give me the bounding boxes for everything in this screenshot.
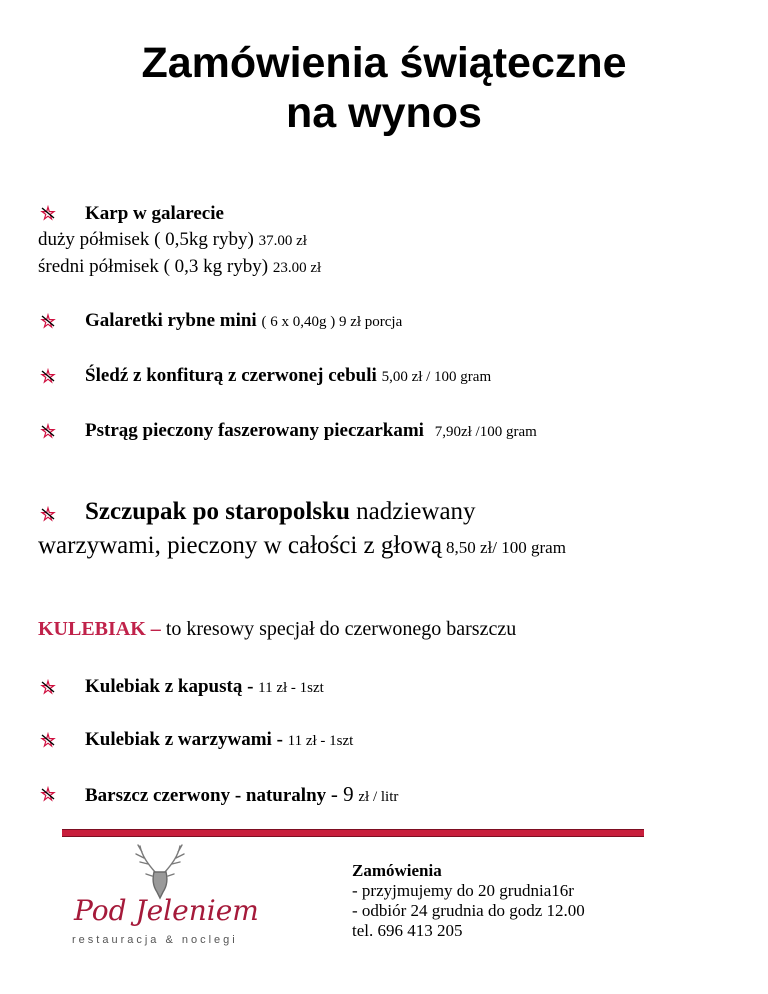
item-karp-large [38,229,307,251]
szczupak-desc1: nadziewany [356,498,476,525]
szczupak-desc2: warzywami, pieczony w całości z głową [38,532,443,559]
title-line-1: Zamówienia świąteczne [141,39,627,87]
kapusta-price: 11 zł - 1szt [258,680,324,696]
warzywa-price: 11 zł - 1szt [287,733,354,749]
item-karp-name: Karp w galarecie [85,203,224,224]
star-bullet-icon [40,506,56,522]
warzywa-name: Kulebiak z warzywami - [85,729,283,750]
barszcz-unit: zł / litr [358,789,399,805]
star-bullet-icon [40,732,56,748]
contact-line-2: - odbiór 24 grudnia do godz 12.00 [352,901,585,920]
item-kulebiak-kapusta [85,676,324,698]
karp-medium-label: średni półmisek ( 0,3 kg ryby) [38,256,269,277]
item-karp-medium [38,256,321,278]
item-sledz [85,365,491,387]
sledz-name: Śledź z konfiturą z czerwonej cebuli [85,365,377,386]
contact-block [352,861,585,941]
karp-large-label: duży półmisek ( 0,5kg ryby) [38,229,254,250]
star-bullet-icon [40,205,56,221]
star-bullet-icon [40,423,56,439]
item-galaretki [85,310,402,332]
galaretki-detail: ( 6 x 0,40g ) 9 zł porcja [261,314,403,330]
sledz-price: 5,00 zł / 100 gram [381,369,492,385]
szczupak-name: Szczupak po staropolsku [85,498,350,525]
logo-tagline: restauracja & noclegi [72,934,238,946]
karp-medium-price: 23.00 zł [272,260,322,276]
galaretki-name: Galaretki rybne mini [85,310,257,331]
contact-phone: tel. 696 413 205 [352,921,463,940]
barszcz-name: Barszcz czerwony - naturalny [85,785,327,806]
item-szczupak-line1 [85,498,476,526]
logo-script: Pod Jeleniem [74,894,259,927]
page-title [0,38,768,138]
item-barszcz [85,782,398,807]
contact-line-1: - przyjmujemy do 20 grudnia16r [352,881,574,900]
star-bullet-icon [40,786,56,802]
star-bullet-icon [40,679,56,695]
kapusta-name: Kulebiak z kapustą - [85,676,254,697]
divider-rule [62,829,644,837]
star-bullet-icon [40,368,56,384]
szczupak-price: 8,50 zł/ 100 gram [446,538,566,557]
star-bullet-icon [40,313,56,329]
pstrag-price: 7,90zł /100 gram [434,424,537,440]
kulebiak-subtitle: to kresowy specjał do czerwonego barszczu [165,618,517,640]
contact-title: Zamówienia [352,861,442,880]
karp-large-price: 37.00 zł [258,233,307,249]
item-szczupak-line2 [38,532,566,560]
title-line-2: na wynos [286,89,482,137]
pstrag-name: Pstrąg pieczony faszerowany pieczarkami [85,420,424,441]
kulebiak-section-header [38,618,516,641]
barszcz-price: - 9 [330,782,354,806]
item-kulebiak-warzywa [85,729,353,751]
restaurant-logo [60,842,260,952]
kulebiak-title: KULEBIAK – [38,618,161,640]
item-pstrag [85,420,537,442]
